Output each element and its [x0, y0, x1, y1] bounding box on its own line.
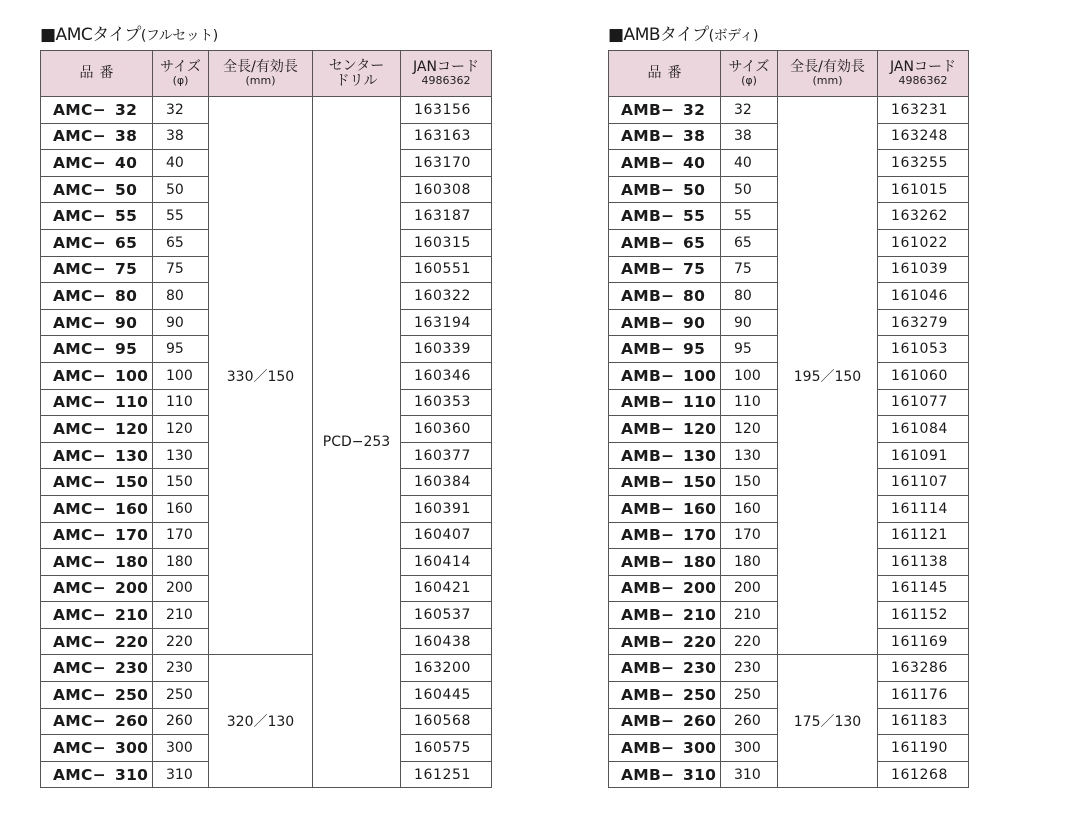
- jan-cell: 161190: [878, 735, 969, 762]
- size-cell: 55: [153, 203, 209, 230]
- jan-cell: 161145: [878, 575, 969, 602]
- size-cell: 300: [721, 735, 778, 762]
- model-cell: AMB− 230: [609, 655, 721, 682]
- model-cell: AMC− 55: [41, 203, 153, 230]
- jan-cell: 161015: [878, 176, 969, 203]
- model-cell: AMB− 170: [609, 522, 721, 549]
- jan-cell: 163170: [401, 150, 492, 177]
- size-cell: 75: [153, 256, 209, 283]
- size-cell: 250: [153, 682, 209, 709]
- table-row: [41, 97, 492, 124]
- model-cell: AMC− 310: [41, 761, 153, 788]
- jan-cell: 161107: [878, 469, 969, 496]
- size-cell: 300: [153, 735, 209, 762]
- size-cell: 120: [721, 416, 778, 443]
- size-cell: 90: [721, 309, 778, 336]
- size-cell: 95: [721, 336, 778, 363]
- jan-cell: 160315: [401, 229, 492, 256]
- jan-cell: 161053: [878, 336, 969, 363]
- jan-cell: 160384: [401, 469, 492, 496]
- amc-header-length: 全長/有効長 (mm): [209, 51, 313, 97]
- size-cell: 230: [721, 655, 778, 682]
- amc-header-size: サイズ (φ): [153, 51, 209, 97]
- model-cell: AMB− 160: [609, 495, 721, 522]
- model-cell: AMC− 100: [41, 362, 153, 389]
- size-cell: 220: [721, 628, 778, 655]
- jan-cell: 161138: [878, 549, 969, 576]
- model-cell: AMB− 200: [609, 575, 721, 602]
- size-cell: 55: [721, 203, 778, 230]
- size-cell: 150: [153, 469, 209, 496]
- model-cell: AMC− 110: [41, 389, 153, 416]
- size-cell: 180: [153, 549, 209, 576]
- length-group-cell: 175／130: [778, 655, 878, 788]
- jan-cell: 161091: [878, 442, 969, 469]
- jan-cell: 163156: [401, 97, 492, 124]
- size-cell: 170: [153, 522, 209, 549]
- amc-section: [40, 22, 492, 788]
- jan-cell: 160322: [401, 283, 492, 310]
- jan-cell: 160414: [401, 549, 492, 576]
- amc-header-drill: センター ドリル: [313, 51, 401, 97]
- size-cell: 65: [721, 229, 778, 256]
- jan-cell: 161183: [878, 708, 969, 735]
- model-cell: AMC− 260: [41, 708, 153, 735]
- size-cell: 310: [153, 761, 209, 788]
- size-cell: 250: [721, 682, 778, 709]
- size-cell: 150: [721, 469, 778, 496]
- jan-cell: 163187: [401, 203, 492, 230]
- jan-cell: 161121: [878, 522, 969, 549]
- jan-cell: 160407: [401, 522, 492, 549]
- size-cell: 260: [153, 708, 209, 735]
- jan-cell: 161268: [878, 761, 969, 788]
- model-cell: AMC− 230: [41, 655, 153, 682]
- model-cell: AMC− 32: [41, 97, 153, 124]
- model-cell: AMC− 170: [41, 522, 153, 549]
- size-cell: 200: [153, 575, 209, 602]
- size-cell: 100: [721, 362, 778, 389]
- model-cell: AMB− 80: [609, 283, 721, 310]
- length-group-cell: 330／150: [209, 97, 313, 655]
- size-cell: 130: [721, 442, 778, 469]
- jan-cell: 160568: [401, 708, 492, 735]
- size-cell: 40: [153, 150, 209, 177]
- model-cell: AMC− 90: [41, 309, 153, 336]
- size-cell: 160: [153, 495, 209, 522]
- model-cell: AMC− 95: [41, 336, 153, 363]
- size-cell: 180: [721, 549, 778, 576]
- size-cell: 210: [721, 602, 778, 629]
- size-cell: 310: [721, 761, 778, 788]
- jan-cell: 160377: [401, 442, 492, 469]
- amc-title-main: ■AMCタイプ: [40, 25, 141, 45]
- amc-header-jan: JANコード 4986362: [401, 51, 492, 97]
- size-cell: 80: [721, 283, 778, 310]
- size-cell: 50: [721, 176, 778, 203]
- jan-cell: 163194: [401, 309, 492, 336]
- size-cell: 200: [721, 575, 778, 602]
- model-cell: AMB− 120: [609, 416, 721, 443]
- amb-section-title: [608, 22, 969, 50]
- amb-table: [608, 50, 969, 788]
- size-cell: 95: [153, 336, 209, 363]
- model-cell: AMC− 40: [41, 150, 153, 177]
- model-cell: AMC− 160: [41, 495, 153, 522]
- jan-cell: 161251: [401, 761, 492, 788]
- model-cell: AMB− 38: [609, 123, 721, 150]
- model-cell: AMC− 130: [41, 442, 153, 469]
- size-cell: 40: [721, 150, 778, 177]
- model-cell: AMC− 80: [41, 283, 153, 310]
- amc-title-paren: (フルセット): [140, 28, 218, 44]
- model-cell: AMB− 300: [609, 735, 721, 762]
- model-cell: AMB− 90: [609, 309, 721, 336]
- model-cell: AMB− 100: [609, 362, 721, 389]
- amc-section-title: [40, 22, 492, 50]
- jan-cell: 160575: [401, 735, 492, 762]
- model-cell: AMB− 150: [609, 469, 721, 496]
- amb-title-paren: (ボディ): [708, 28, 758, 44]
- model-cell: AMC− 250: [41, 682, 153, 709]
- size-cell: 65: [153, 229, 209, 256]
- model-cell: AMC− 180: [41, 549, 153, 576]
- jan-cell: 163248: [878, 123, 969, 150]
- jan-cell: 161060: [878, 362, 969, 389]
- model-cell: AMB− 180: [609, 549, 721, 576]
- model-cell: AMC− 150: [41, 469, 153, 496]
- amb-title-main: ■AMBタイプ: [608, 25, 709, 45]
- model-cell: AMB− 130: [609, 442, 721, 469]
- model-cell: AMB− 65: [609, 229, 721, 256]
- model-cell: AMB− 95: [609, 336, 721, 363]
- size-cell: 80: [153, 283, 209, 310]
- model-cell: AMB− 110: [609, 389, 721, 416]
- jan-cell: 163255: [878, 150, 969, 177]
- size-cell: 120: [153, 416, 209, 443]
- model-cell: AMC− 220: [41, 628, 153, 655]
- amb-table-body: [609, 97, 969, 788]
- model-cell: AMC− 65: [41, 229, 153, 256]
- amc-table: [40, 50, 492, 788]
- jan-cell: 161046: [878, 283, 969, 310]
- amc-header-model: 品番: [41, 51, 153, 97]
- size-cell: 100: [153, 362, 209, 389]
- jan-cell: 160346: [401, 362, 492, 389]
- jan-cell: 160308: [401, 176, 492, 203]
- jan-cell: 161039: [878, 256, 969, 283]
- model-cell: AMC− 38: [41, 123, 153, 150]
- size-cell: 160: [721, 495, 778, 522]
- jan-cell: 161169: [878, 628, 969, 655]
- size-cell: 170: [721, 522, 778, 549]
- jan-cell: 161022: [878, 229, 969, 256]
- jan-cell: 161114: [878, 495, 969, 522]
- amb-section: [608, 22, 969, 788]
- size-cell: 32: [153, 97, 209, 124]
- jan-cell: 160551: [401, 256, 492, 283]
- model-cell: AMC− 50: [41, 176, 153, 203]
- length-group-cell: 320／130: [209, 655, 313, 788]
- model-cell: AMC− 210: [41, 602, 153, 629]
- model-cell: AMB− 32: [609, 97, 721, 124]
- model-cell: AMB− 55: [609, 203, 721, 230]
- jan-cell: 160339: [401, 336, 492, 363]
- table-row: [41, 655, 492, 682]
- jan-cell: 160438: [401, 628, 492, 655]
- size-cell: 90: [153, 309, 209, 336]
- jan-cell: 161176: [878, 682, 969, 709]
- size-cell: 50: [153, 176, 209, 203]
- size-cell: 260: [721, 708, 778, 735]
- model-cell: AMB− 50: [609, 176, 721, 203]
- jan-cell: 161152: [878, 602, 969, 629]
- model-cell: AMB− 210: [609, 602, 721, 629]
- amc-table-body: [41, 97, 492, 788]
- jan-cell: 163262: [878, 203, 969, 230]
- jan-cell: 160445: [401, 682, 492, 709]
- size-cell: 38: [153, 123, 209, 150]
- model-cell: AMB− 40: [609, 150, 721, 177]
- amb-header-row: [609, 51, 969, 97]
- jan-cell: 163231: [878, 97, 969, 124]
- model-cell: AMB− 310: [609, 761, 721, 788]
- jan-cell: 160537: [401, 602, 492, 629]
- amc-header-row: [41, 51, 492, 97]
- model-cell: AMC− 75: [41, 256, 153, 283]
- amb-header-model: 品番: [609, 51, 721, 97]
- size-cell: 230: [153, 655, 209, 682]
- size-cell: 75: [721, 256, 778, 283]
- model-cell: AMB− 260: [609, 708, 721, 735]
- size-cell: 110: [721, 389, 778, 416]
- size-cell: 210: [153, 602, 209, 629]
- table-row: [609, 655, 969, 682]
- size-cell: 130: [153, 442, 209, 469]
- model-cell: AMC− 200: [41, 575, 153, 602]
- drill-group-cell: PCD−253: [313, 97, 401, 788]
- table-row: [609, 97, 969, 124]
- size-cell: 32: [721, 97, 778, 124]
- size-cell: 38: [721, 123, 778, 150]
- amb-header-length: 全長/有効長 (mm): [778, 51, 878, 97]
- jan-cell: 161077: [878, 389, 969, 416]
- model-cell: AMB− 220: [609, 628, 721, 655]
- model-cell: AMC− 120: [41, 416, 153, 443]
- model-cell: AMB− 250: [609, 682, 721, 709]
- jan-cell: 160391: [401, 495, 492, 522]
- model-cell: AMC− 300: [41, 735, 153, 762]
- size-cell: 110: [153, 389, 209, 416]
- jan-cell: 163200: [401, 655, 492, 682]
- jan-cell: 163163: [401, 123, 492, 150]
- length-group-cell: 195／150: [778, 97, 878, 655]
- amb-header-jan: JANコード 4986362: [878, 51, 969, 97]
- jan-cell: 161084: [878, 416, 969, 443]
- jan-cell: 160353: [401, 389, 492, 416]
- amb-header-size: サイズ (φ): [721, 51, 778, 97]
- size-cell: 220: [153, 628, 209, 655]
- jan-cell: 160360: [401, 416, 492, 443]
- jan-cell: 163279: [878, 309, 969, 336]
- jan-cell: 160421: [401, 575, 492, 602]
- jan-cell: 163286: [878, 655, 969, 682]
- model-cell: AMB− 75: [609, 256, 721, 283]
